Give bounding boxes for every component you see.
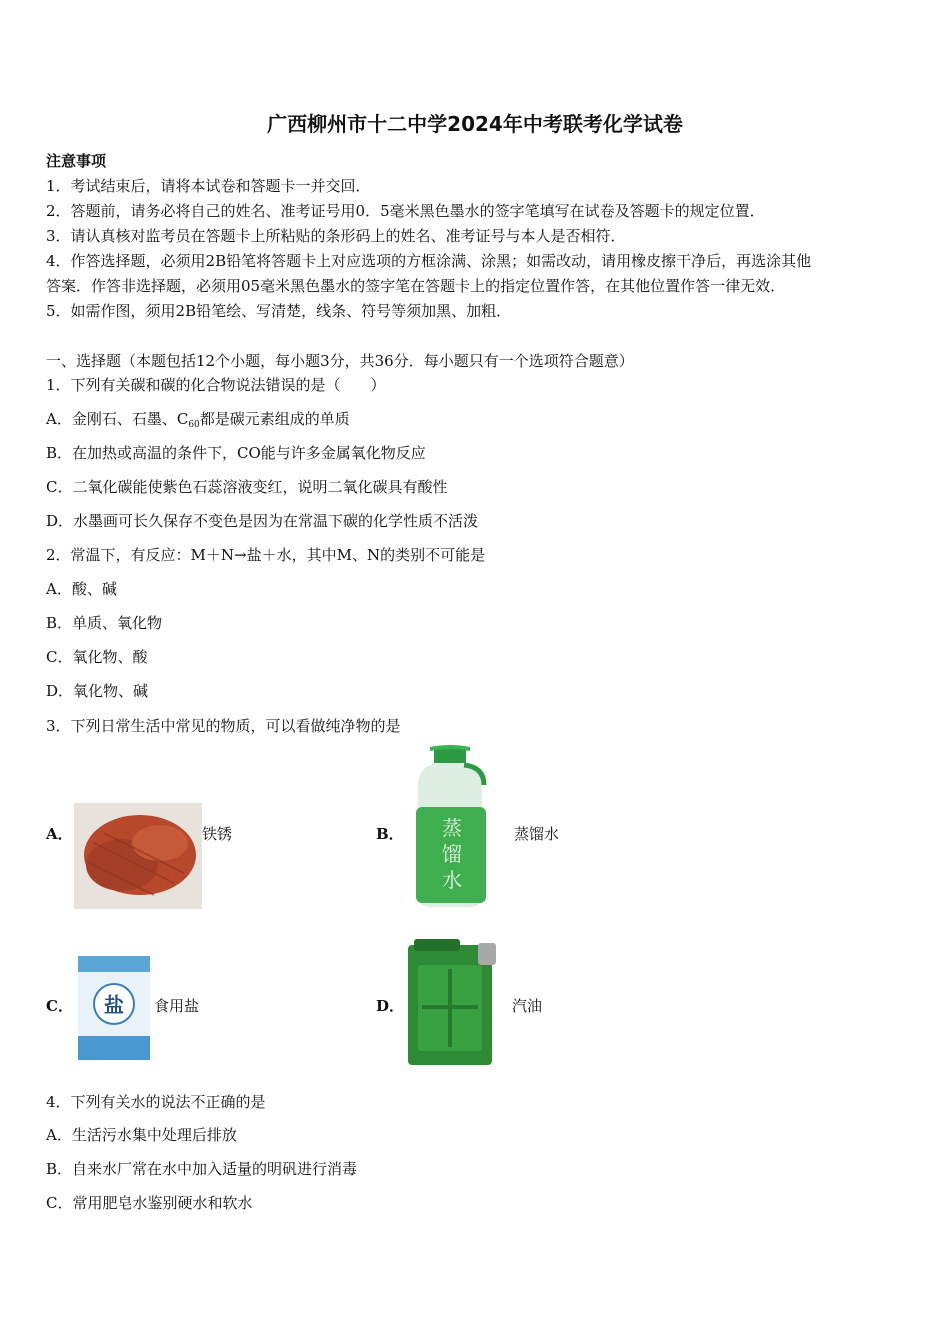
option-c-label: 食用盐 (154, 997, 200, 1015)
notice-item: 5．如需作图，须用2B铅笔绘、写清楚，线条、符号等须加黑、加粗． (46, 302, 512, 320)
option-c-letter: C． (46, 997, 73, 1015)
option-a (46, 409, 350, 435)
question-stem: 2．常温下，有反应：M＋N→盐＋水，其中M、N的类别不可能是 (46, 546, 486, 564)
option-b-letter: B． (376, 825, 404, 843)
option-a: A．酸、碱 (46, 580, 117, 598)
notice-item: 答案．作答非选择题，必须用05毫米黑色墨水的签字笔在答题卡上的指定位置作答，在其他位置作答一律无效． (46, 277, 786, 295)
option-b: B．在加热或高温的条件下，CO能与许多金属氧化物反应 (46, 444, 426, 462)
option-d-letter: D． (376, 997, 405, 1015)
question-stem: 1．下列有关碳和碳的化合物说法错误的是（ ） (46, 376, 386, 394)
notice-item: 3．请认真核对监考员在答题卡上所粘贴的条形码上的姓名、准考证号与本人是否相符． (46, 227, 626, 245)
notice-item: 1．考试结束后，请将本试卷和答题卡一并交回． (46, 177, 371, 195)
option-a-letter: A． (46, 825, 73, 843)
subscript: 60 (188, 420, 200, 430)
notice-heading: 注意事项 (46, 152, 107, 170)
option-d: D．氧化物、碱 (46, 682, 149, 700)
option-a-prefix: A．金刚石、石墨、C (46, 410, 189, 428)
table-salt-package-image (76, 952, 152, 1064)
option-b: B．单质、氧化物 (46, 614, 163, 632)
option-c: C．常用肥皂水鉴别硬水和软水 (46, 1194, 253, 1212)
bottle-char: 蒸 (442, 816, 462, 840)
salt-char: 盐 (104, 993, 124, 1017)
question-stem: 4．下列有关水的说法不正确的是 (46, 1093, 266, 1111)
option-b: B．自来水厂常在水中加入适量的明矾进行消毒 (46, 1160, 358, 1178)
option-a-label: 铁锈 (202, 825, 233, 843)
option-c: C．二氧化碳能使紫色石蕊溶液变红，说明二氧化碳具有酸性 (46, 478, 448, 496)
question-stem: 3．下列日常生活中常见的物质，可以看做纯净物的是 (46, 717, 401, 735)
option-d: D．水墨画可长久保存不变色是因为在常温下碳的化学性质不活泼 (46, 512, 479, 530)
page-title: 广西柳州市十二中学2024年中考联考化学试卷 (267, 112, 683, 136)
distilled-water-bottle-image (404, 745, 496, 910)
bottle-char: 馏 (442, 842, 462, 866)
option-c: C．氧化物、酸 (46, 648, 148, 666)
bottle-char: 水 (442, 868, 462, 892)
option-d-label: 汽油 (512, 997, 543, 1015)
rust-image (74, 803, 202, 909)
notice-item: 4．作答选择题，必须用2B铅笔将答题卡上对应选项的方框涂满、涂黑；如需改动，请用橡皮擦干净后，再选涂其他 (46, 252, 812, 270)
option-b-label: 蒸馏水 (514, 825, 560, 843)
option-a-suffix: 都是碳元素组成的单质 (199, 410, 350, 428)
notice-item: 2．答题前，请务必将自己的姓名、准考证号用0．5毫米黑色墨水的签字笔填写在试卷及答题卡的规定位置． (46, 202, 765, 220)
option-a: A．生活污水集中处理后排放 (46, 1126, 237, 1144)
gasoline-canister-image (404, 935, 502, 1067)
section-heading: 一、选择题（本题包括12个小题，每小题3分，共36分．每小题只有一个选项符合题意） (46, 352, 634, 370)
